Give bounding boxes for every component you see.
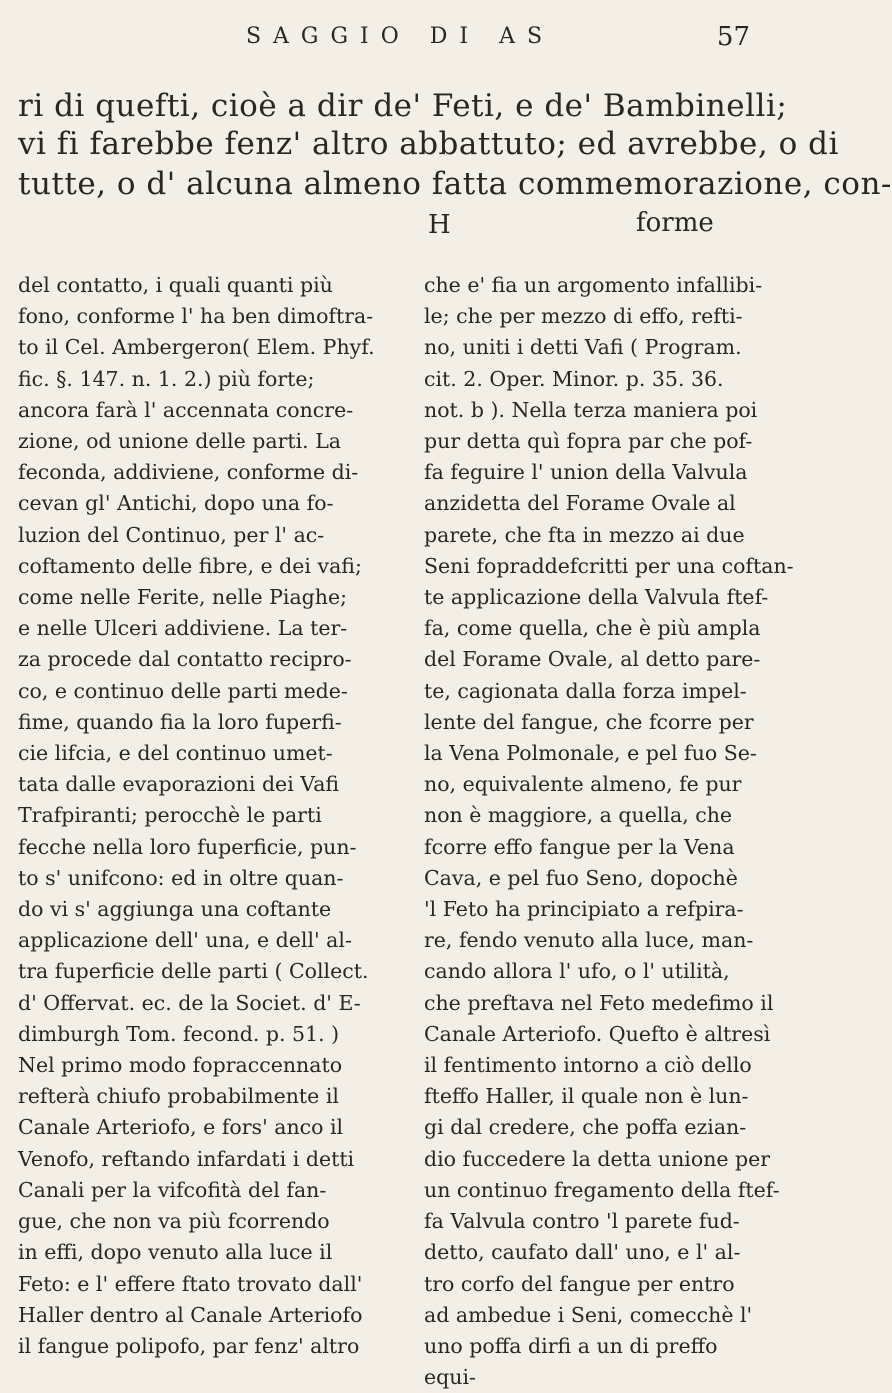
text-line: te, cagionata dalla forza impel- (424, 678, 747, 703)
left-column (18, 270, 374, 1362)
text-line: fono, conforme l' ha ben dimoftra- (18, 304, 374, 329)
text-line: gue, che non va più fcorrendo (18, 1209, 330, 1234)
text-line: 'l Feto ha principiato a refpira- (424, 897, 744, 922)
text-line: il fangue polipofo, par fenz' altro (18, 1333, 360, 1358)
text-line: te applicazione della Valvula ftef- (424, 585, 769, 610)
fragment-h: H (428, 210, 451, 240)
text-line: to il Cel. Ambergeron( Elem. Phyf. (18, 335, 375, 360)
text-line: detto, caufato dall' uno, e l' al- (424, 1240, 741, 1265)
text-line: equi- (424, 1365, 476, 1390)
text-line: fa feguire l' union della Valvula (424, 460, 748, 485)
text-line: come nelle Ferite, nelle Piaghe; (18, 585, 348, 610)
text-line: no, uniti i detti Vafi ( Program. (424, 335, 742, 360)
text-line: che preftava nel Feto medefimo il (424, 990, 774, 1015)
opening-line: tutte, o d' alcuna almeno fatta commemorazione, con- (18, 166, 892, 202)
page-number: 57 (716, 22, 750, 52)
opening-line: vi fi farebbe fenz' altro abbattuto; ed avrebbe, o di (18, 126, 839, 162)
text-line: lente del fangue, che fcorre per (424, 709, 754, 734)
text-line: feconda, addiviene, conforme di- (18, 460, 359, 485)
text-line: Feto: e l' effere ftato trovato dall' (18, 1271, 363, 1296)
text-line: no, equivalente almeno, fe pur (424, 772, 742, 797)
text-line: parete, che fta in mezzo ai due (424, 522, 745, 547)
text-line: in effi, dopo venuto alla luce il (18, 1240, 333, 1265)
fragment-forme: forme (636, 208, 714, 238)
text-line: Canale Arteriofo, e fors' anco il (18, 1115, 344, 1140)
text-line: zione, od unione delle parti. La (18, 429, 342, 454)
text-line: coftamento delle fibre, e dei vafi; (18, 553, 362, 578)
text-line: Canali per la vifcofità del fan- (18, 1177, 327, 1202)
text-line: un continuo fregamento della ftef- (424, 1177, 780, 1202)
text-line: fa Valvula contro 'l parete fud- (424, 1209, 740, 1234)
text-line: tra fuperficie delle parti ( Collect. (18, 959, 369, 984)
text-line: del Forame Ovale, al detto pare- (424, 647, 761, 672)
text-line: ad ambedue i Seni, comecchè l' (424, 1302, 753, 1327)
text-line: fa, come quella, che è più ampla (424, 616, 761, 641)
text-line: gi dal credere, che poffa ezian- (424, 1115, 747, 1140)
text-line: fime, quando fia la loro fuperfi- (18, 709, 342, 734)
text-line: co, e continuo delle parti mede- (18, 678, 348, 703)
text-line: za procede dal contatto recipro- (18, 647, 352, 672)
running-title: SAGGIO DI AS (245, 24, 555, 49)
text-line: Venofo, reftando infardati i detti (18, 1146, 355, 1171)
text-line: cevan gl' Antichi, dopo una fo- (18, 491, 334, 516)
opening-line: ri di quefti, cioè a dir de' Feti, e de' Bambinelli; (18, 88, 788, 124)
text-line: Seni fopraddefcritti per una coftan- (424, 553, 794, 578)
text-line: not. b ). Nella terza maniera poi (424, 397, 758, 422)
text-line: il fentimento intorno a ciò dello (424, 1053, 752, 1078)
text-line: uno poffa dirfi a un di preffo (424, 1333, 718, 1358)
text-line: d' Offervat. ec. de la Societ. d' E- (18, 990, 361, 1015)
text-line: re, fendo venuto alla luce, man- (424, 928, 754, 953)
text-line: dio fuccedere la detta unione per (424, 1146, 771, 1171)
text-line: le; che per mezzo di effo, refti- (424, 304, 743, 329)
text-line: to s' unifcono: ed in oltre quan- (18, 865, 344, 890)
text-line: Nel primo modo fopraccennato (18, 1053, 343, 1078)
text-line: luzion del Continuo, per l' ac- (18, 522, 325, 547)
text-line: la Vena Polmonale, e pel fuo Se- (424, 741, 757, 766)
right-column (424, 270, 794, 1393)
text-line: anzidetta del Forame Ovale al (424, 491, 736, 516)
text-line: fteffo Haller, il quale non è lun- (424, 1084, 749, 1109)
text-line: cit. 2. Oper. Minor. p. 35. 36. (424, 366, 724, 391)
text-line: Cava, e pel fuo Seno, dopochè (424, 865, 738, 890)
text-line: e nelle Ulceri addiviene. La ter- (18, 616, 348, 641)
text-line: ancora farà l' accennata concre- (18, 397, 354, 422)
text-line: che e' fia un argomento infallibi- (424, 273, 763, 297)
text-line: Trafpiranti; perocchè le parti (18, 803, 322, 828)
text-line: Canale Arteriofo. Quefto è altresì (424, 1021, 771, 1046)
text-line: del contatto, i quali quanti più (18, 273, 333, 297)
text-line: applicazione dell' una, e dell' al- (18, 928, 352, 953)
text-line: tata dalle evaporazioni dei Vafi (18, 772, 340, 797)
text-line: refterà chiufo probabilmente il (18, 1084, 339, 1109)
text-line: Haller dentro al Canale Arteriofo (18, 1302, 363, 1327)
text-line: pur detta quì fopra par che pof- (424, 429, 753, 454)
text-line: dimburgh Tom. fecond. p. 51. ) (18, 1021, 340, 1046)
text-line: do vi s' aggiunga una coftante (18, 897, 332, 922)
text-line: cie lifcia, e del continuo umet- (18, 741, 333, 766)
text-line: non è maggiore, a quella, che (424, 803, 733, 828)
text-line: tro corfo del fangue per entro (424, 1271, 735, 1296)
text-line: fecche nella loro fuperficie, pun- (18, 834, 357, 859)
text-line: fcorre effo fangue per la Vena (424, 834, 735, 859)
text-line: cando allora l' ufo, o l' utilità, (424, 959, 730, 984)
text-line: fic. §. 147. n. 1. 2.) più forte; (18, 366, 315, 391)
